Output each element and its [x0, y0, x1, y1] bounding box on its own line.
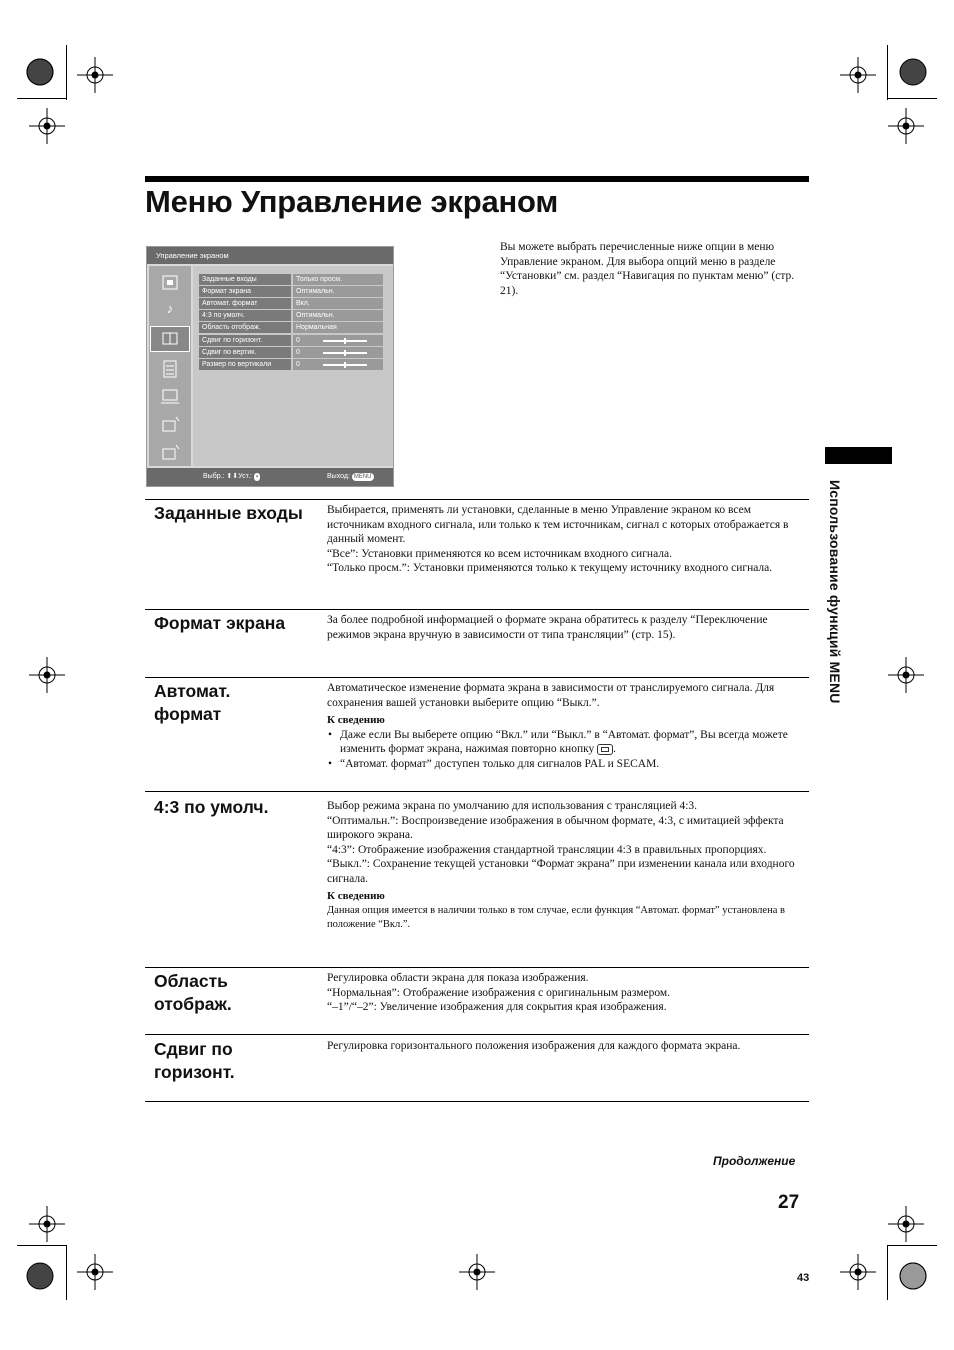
menu-row: [199, 298, 383, 309]
section-heading: Автомат. формат: [154, 681, 231, 724]
section-body: Выбирается, применять ли установки, сделанные в меню Управление экраном ко всем источникам входного сигнала, или только к тем источникам, сигнал с которых отображается в данный момент. “Все”: Установки применяются ко всем источникам входного сигнала. “Только просм.”: Установки применяются только к текущему источнику входного сигнала.: [327, 504, 789, 574]
slider-knob: [344, 350, 346, 356]
menu-row-value: [293, 359, 383, 370]
section-divider: [145, 499, 809, 500]
menu-row-label: 4:3 по умолч.: [199, 310, 291, 321]
list-icon: [157, 358, 183, 380]
crosshair-icon: [29, 108, 65, 144]
starburst-icon: [900, 1263, 926, 1289]
section-divider: [145, 967, 809, 968]
slider-value: 0: [296, 337, 300, 344]
crosshair-icon: [840, 57, 876, 93]
note-title: К сведению: [327, 890, 385, 902]
menu-row: [199, 310, 383, 321]
menu-row-value: Оптимальн.: [293, 310, 383, 321]
starburst-icon: [27, 59, 53, 85]
section-heading: Формат экрана: [154, 613, 286, 633]
starburst-icon: [900, 59, 926, 85]
note-bullet: • “Автомат. формат” доступен только для сигналов PAL и SECAM.: [327, 757, 809, 772]
starburst-icon: [27, 1263, 53, 1289]
slider-value: 0: [296, 349, 300, 356]
music-note-icon: ♪: [166, 301, 174, 316]
slider-knob: [344, 362, 346, 368]
section-divider: [145, 677, 809, 678]
section-heading: Заданные входы: [154, 503, 303, 523]
crosshair-icon: [888, 657, 924, 693]
menu-row: [199, 347, 383, 358]
crosshair-icon: [888, 108, 924, 144]
crosshair-icon: [77, 1254, 113, 1290]
slider-value: 0: [296, 361, 300, 368]
section-body: Автоматическое изменение формата экрана в зависимости от транслируемого сигнала. Для сохранения вашей установки выберите опцию “Выкл.”. К сведению • Даже если Вы выберете опцию “Вкл.” или “Выкл.” в “Автомат. формат”, Вы всегда можете изменить формат экрана, нажимая повторно кнопку . • “Автомат. формат” доступен только для сигналов PAL и SECAM.: [327, 681, 809, 771]
menu-row: [199, 274, 383, 285]
menu-screenshot-header: Управление экраном: [147, 247, 393, 264]
title-rule: [145, 176, 809, 182]
crosshair-icon: [840, 1254, 876, 1290]
menu-row-value: Только просм.: [293, 274, 383, 285]
menu-row-label: Сдвиг по горизонт.: [199, 335, 291, 346]
menu-row-value: [293, 347, 383, 358]
menu-row: [199, 335, 383, 346]
section-divider: [145, 609, 809, 610]
slider-track: [323, 352, 367, 354]
ok-key-icon: ▪: [255, 474, 259, 480]
crosshair-icon: [459, 1254, 495, 1290]
note-bullet: • Даже если Вы выберете опцию “Вкл.” или “Выкл.” в “Автомат. формат”, Вы всегда можете изменить формат экрана, нажимая повторно кнопку .: [327, 728, 809, 757]
menu-row: [199, 359, 383, 370]
section-body: За более подробной информацией о формате экрана обратитесь к разделу “Переключение режимов экрана вручную в зависимости от типа трансляции” (стр. 15).: [327, 614, 768, 641]
section-divider: [145, 1101, 809, 1102]
input-icon: [157, 414, 183, 436]
menu-screenshot-footer: [147, 468, 393, 486]
note-text: Данная опция имеется в наличии только в том случае, если функция “Автомат. формат” установлена в положение “Вкл.”.: [327, 904, 785, 930]
intro-text: Вы можете выбрать перечисленные ниже опции в меню Управление экраном. Для выбора опций меню в разделе “Установки” см. раздел “Навигация по пунктам меню” (стр. 21).: [500, 241, 795, 297]
menu-row: [199, 322, 383, 333]
wide-mode-key-icon: [597, 744, 613, 755]
page-title: Меню Управление экраном: [145, 184, 559, 219]
menu-screenshot-options: [193, 266, 393, 466]
page-number: 27: [778, 1192, 800, 1213]
footer-exit-hint: Выход: MENU: [327, 473, 372, 480]
menu-row-label: Формат экрана: [199, 286, 291, 297]
pc-icon: [157, 386, 183, 408]
section-body: Регулировка области экрана для показа изображения. “Нормальная”: Отображение изображения с оригинальным размером. “–1”/“–2”: Увеличение изображения для сокрытия края изображения.: [327, 972, 671, 1013]
menu-row-label: Сдвиг по вертик.: [199, 347, 291, 358]
footer-select-hint: Выбр.: ⬆⬇Уст.: ▪: [203, 473, 259, 480]
menu-row-label: Область отображ.: [199, 322, 291, 333]
section-heading: Область отображ.: [154, 971, 232, 1014]
crosshair-icon: [29, 1206, 65, 1242]
menu-row: [199, 286, 383, 297]
section-body: Выбор режима экрана по умолчанию для использования с трансляцией 4:3. “Оптимальн.”: Воспроизведение изображения в обычном формате, 4:3, с имитацией эффекта широкого экрана. “4:3”: Отображение изображения стандартной трансляции 4:3 в правильных пропорциях. “Выкл.”: Сохранение текущей установки “Формат экрана” при изменении канала или входного сигнала. К сведению Данная опция имеется в наличии только в том случае, если функция “Автомат. формат” установлена в положение “Вкл.”.: [327, 799, 809, 933]
section-body: Регулировка горизонтального положения изображения для каждого формата экрана.: [327, 1040, 741, 1052]
section-divider: [145, 1034, 809, 1035]
slider-track: [323, 340, 367, 342]
continued-label: Продолжение: [713, 1154, 796, 1168]
input2-icon: [157, 442, 183, 464]
slider-knob: [344, 338, 346, 344]
menu-row-label: Заданные входы: [199, 274, 291, 285]
crosshair-icon: [29, 657, 65, 693]
menu-key-label: MENU: [353, 474, 372, 480]
slider-track: [323, 364, 367, 366]
menu-row-value: Нормальная: [293, 322, 383, 333]
section-divider: [145, 791, 809, 792]
menu-row-label: Автомат. формат: [199, 298, 291, 309]
section-heading: 4:3 по умолч.: [154, 797, 269, 817]
menu-row-label: Размер по вертикали: [199, 359, 291, 370]
crosshair-icon: [77, 57, 113, 93]
section-tab: [825, 447, 892, 464]
menu-screenshot: [146, 246, 394, 487]
menu-screenshot-sidebar: [149, 266, 191, 466]
picture-icon: [157, 272, 183, 294]
note-title: К сведению: [327, 714, 385, 726]
section-heading: Сдвиг по горизонт.: [154, 1039, 235, 1082]
print-page-number: 43: [797, 1272, 810, 1284]
menu-row-value: [293, 335, 383, 346]
menu-row-value: Оптимальн.: [293, 286, 383, 297]
menu-row-value: Вкл.: [293, 298, 383, 309]
crosshair-icon: [888, 1206, 924, 1242]
side-section-label: Использование функций MENU: [827, 480, 843, 704]
screen-settings-icon: [150, 326, 190, 352]
